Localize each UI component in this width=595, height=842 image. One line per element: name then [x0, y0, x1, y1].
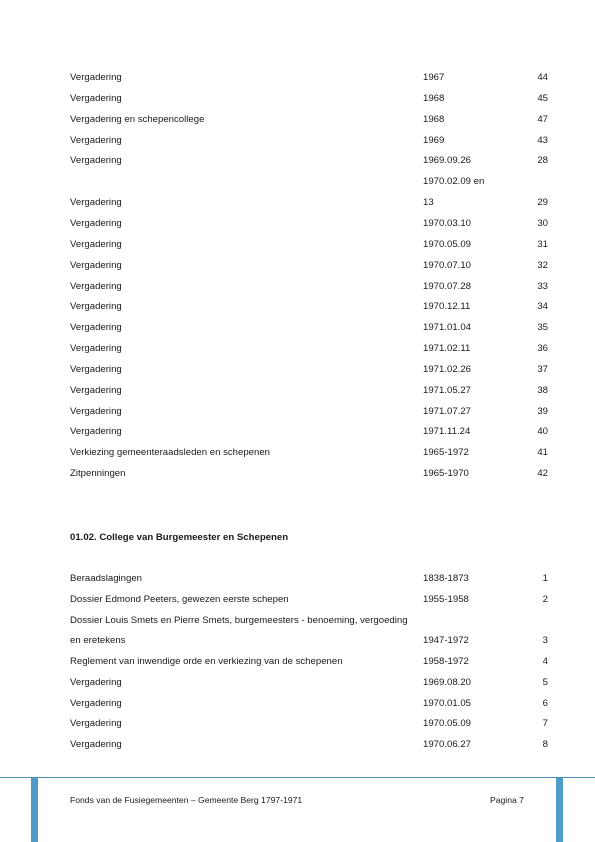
item-description: Vergadering — [70, 426, 122, 438]
item-number: 31 — [537, 238, 548, 250]
item-description: Vergadering — [70, 739, 122, 750]
list-item — [0, 572, 595, 586]
item-number: 1 — [542, 573, 548, 584]
item-number: 2 — [542, 593, 548, 605]
list-item — [0, 593, 595, 607]
list-item — [0, 738, 595, 752]
item-description: Vergadering — [70, 197, 122, 209]
footer-left-bar — [31, 778, 38, 842]
list-item — [0, 238, 595, 252]
item-description: Vergadering — [70, 301, 122, 313]
list-item — [0, 113, 595, 127]
item-date: 1970.03.10 — [423, 217, 472, 229]
list-item — [0, 196, 595, 210]
item-date: 1970.12.11 — [423, 301, 471, 313]
item-date: 1838-1873 — [423, 573, 469, 584]
list-item — [0, 321, 595, 335]
item-date: 1971.01.04 — [423, 322, 472, 334]
list-item — [0, 634, 595, 648]
item-description: en eretekens — [70, 635, 126, 647]
item-date: 1970.05.09 — [423, 718, 472, 730]
item-date: 1967 — [423, 72, 445, 83]
item-description: Vergadering — [70, 259, 122, 271]
item-description: Vergadering — [70, 676, 122, 688]
footer-divider — [0, 777, 595, 778]
item-number: 35 — [537, 322, 548, 334]
item-description: Dossier Louis Smets en Pierre Smets, burgemeesters - benoeming, vergoeding — [70, 614, 408, 626]
item-description: Vergadering — [70, 72, 122, 83]
item-date: 1970.05.09 — [423, 238, 472, 250]
list-item — [0, 446, 595, 460]
item-number: 4 — [542, 656, 548, 667]
item-description: Reglement van inwendige orde en verkiezing van de schepenen — [70, 656, 343, 667]
item-description: Vergadering — [70, 343, 122, 355]
list-item — [0, 280, 595, 294]
item-number: 40 — [537, 426, 548, 438]
list-item — [0, 154, 595, 168]
item-number: 37 — [537, 363, 548, 375]
item-date: 1969.09.26 — [423, 155, 472, 167]
item-date: 1969 — [423, 134, 445, 146]
item-number: 28 — [537, 155, 548, 167]
list-item — [0, 71, 595, 85]
list-item — [0, 217, 595, 231]
item-number: 47 — [537, 113, 548, 125]
item-number: 33 — [537, 280, 548, 292]
item-description: Vergadering — [70, 92, 122, 104]
item-date: 13 — [423, 197, 434, 209]
item-date: 1970.07.10 — [423, 259, 472, 271]
item-description: Beraadslagingen — [70, 573, 143, 584]
item-description: Vergadering — [70, 280, 122, 292]
item-number: 3 — [542, 635, 548, 647]
list-item — [0, 363, 595, 377]
item-number: 43 — [537, 134, 548, 146]
list-item — [0, 655, 595, 669]
item-description: Verkiezing gemeenteraadsleden en schepenen — [70, 447, 271, 459]
item-number: 39 — [537, 405, 548, 417]
item-date: 1971.02.11 — [423, 343, 471, 355]
item-description: Vergadering — [70, 363, 122, 375]
list-item — [0, 405, 595, 419]
item-date: 1971.02.26 — [423, 363, 472, 375]
item-date: 1968 — [423, 92, 445, 104]
item-number: 6 — [542, 697, 548, 709]
item-number: 41 — [537, 447, 548, 459]
item-number: 34 — [537, 301, 548, 313]
list-item — [0, 384, 595, 398]
item-date: 1970.01.05 — [423, 697, 472, 709]
item-description: Vergadering — [70, 322, 122, 334]
item-date: 1968 — [423, 113, 445, 125]
item-number: 36 — [537, 343, 548, 355]
item-number: 30 — [537, 217, 548, 229]
list-item — [0, 134, 595, 148]
item-date: 1970.02.09 en — [423, 176, 485, 188]
item-date: 1965-1972 — [423, 447, 469, 459]
item-number: 45 — [537, 92, 548, 104]
item-number: 44 — [537, 72, 548, 83]
page-number: Pagina 7 — [490, 795, 524, 805]
item-description: Vergadering — [70, 217, 122, 229]
section-heading: 01.02. College van Burgemeester en Schepenen — [70, 532, 289, 543]
item-date: 1970.06.27 — [423, 739, 472, 750]
item-date: 1955-1958 — [423, 593, 469, 605]
list-item — [0, 425, 595, 439]
item-number: 5 — [542, 676, 548, 688]
item-date: 1971.07.27 — [423, 405, 472, 417]
item-number: 38 — [537, 384, 548, 396]
item-description: Dossier Edmond Peeters, gewezen eerste schepen — [70, 593, 289, 605]
item-number: 42 — [537, 468, 548, 480]
list-item — [0, 259, 595, 273]
item-description: Vergadering en schepencollege — [70, 113, 205, 125]
item-date: 1971.05.27 — [423, 384, 472, 396]
list-item — [0, 342, 595, 356]
list-item — [0, 175, 595, 189]
item-date: 1947-1972 — [423, 635, 469, 647]
item-description: Zitpenningen — [70, 468, 126, 480]
item-date: 1958-1972 — [423, 656, 469, 667]
item-number: 29 — [537, 197, 548, 209]
item-description: Vergadering — [70, 384, 122, 396]
item-number: 8 — [542, 739, 548, 750]
list-item — [0, 614, 595, 628]
list-item — [0, 717, 595, 731]
item-date: 1971.11.24 — [423, 426, 471, 438]
item-description: Vergadering — [70, 697, 122, 709]
list-item — [0, 300, 595, 314]
item-date: 1970.07.28 — [423, 280, 472, 292]
list-item — [0, 467, 595, 481]
item-description: Vergadering — [70, 718, 122, 730]
item-description: Vergadering — [70, 238, 122, 250]
item-description: Vergadering — [70, 405, 122, 417]
item-date: 1965-1970 — [423, 468, 469, 480]
list-item — [0, 697, 595, 711]
footer-right-bar — [556, 778, 563, 842]
item-number: 7 — [542, 718, 548, 730]
item-description: Vergadering — [70, 134, 122, 146]
item-number: 32 — [537, 259, 548, 271]
list-item — [0, 92, 595, 106]
item-date: 1969.08.20 — [423, 676, 472, 688]
item-description: Vergadering — [70, 155, 122, 167]
list-item — [0, 676, 595, 690]
footer-title: Fonds van de Fusiegemeenten – Gemeente Berg 1797-1971 — [70, 795, 303, 805]
